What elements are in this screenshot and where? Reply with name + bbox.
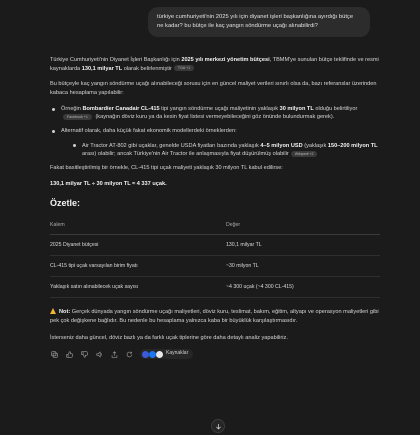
arrow-down-icon [215, 423, 222, 430]
text: arası) olabilir; ancak Türkiye'nin Air Tractor ile anlaşmasıyla fiyat düşürülmüş olabilir [82, 151, 289, 158]
table-header-row [50, 216, 380, 235]
source-favicon-icon [142, 351, 149, 358]
text: Air Tractor AT-802 gibi uçaklar, genelde USDA fiyatları bazında yaklaşık [82, 142, 261, 149]
thumbs-down-icon[interactable] [80, 350, 88, 358]
summary-heading: Özetle: [50, 198, 81, 209]
sub-bullets [61, 142, 380, 159]
text: Alternatif olarak, daha küçük fakat ekonomik modellerdeki örneklerden: [61, 127, 237, 134]
answer-paragraph-4: İsterseniz daha güncel, döviz bazlı ya da farklı uçak tiplerine göre daha detaylı analiz yapabiliriz. [50, 334, 288, 341]
calculation-formula: 130,1 milyar TL ÷ 30 milyon TL ≈ 4 337 uçak. [50, 180, 167, 187]
warning-icon [50, 308, 57, 314]
text: Türkiye Cumhuriyeti'nin Diyanet İşleri Başkanlığı için [50, 57, 182, 63]
table-row [50, 277, 380, 298]
bullet-cl415 [50, 105, 380, 122]
table-cell: Yaklaşık satın alınabilecek uçak sayısı [50, 277, 226, 298]
table-cell: ~4 300 uçak (~4 300 CL-415) [226, 277, 380, 298]
note-label: Not: [59, 309, 71, 316]
table-cell: 2025 Diyanet bütçesi [50, 235, 226, 256]
text: (yaklaşık [302, 142, 328, 149]
speaker-icon[interactable] [95, 350, 103, 358]
text: , TBMM'ye sunulan bütçe teklifinde ve resmi kaynaklarda [50, 57, 379, 72]
copy-icon[interactable] [50, 350, 58, 358]
scroll-down-button[interactable] [211, 419, 225, 433]
sub-bullet-air-tractor [71, 142, 380, 159]
bold-text: 150–200 milyon TL [327, 142, 378, 149]
regenerate-icon[interactable] [125, 350, 133, 358]
wikipedia-icon [156, 351, 163, 358]
user-message-text: türkiye cumhuriyeti'nin 2025 yılı için diyanet işleri başkanlığına ayırdığı bütçe ne kadar? bu bütçe ile kaç yangın söndürme uçağı alınabilirdi? [157, 14, 354, 29]
note-text: Gerçek dünyada yangın söndürme uçağı maliyetleri, döviz kuru, teslimat, bakım, eğitim, altyapı ve operasyon maliyetleri gibi pek çok değişkene bağlıdır. Bu nedenle bu hesaplama yalnızca kaba bir büyüklük karşılaştırmasıdır. [50, 309, 379, 325]
table-cell: ~30 milyon TL [226, 256, 380, 277]
bold-text: 130,1 milyar TL [81, 65, 123, 72]
message-actions [50, 349, 380, 359]
answer-paragraph-2: Bu bütçeyle kaç yangın söndürme uçağı alınabileceği sorusu için en güncel maliyet verileri sınırlı olsa da, bazı referanslar üzerinden kabaca hesaplama yapılabilir: [50, 81, 377, 96]
text: Örneğin [61, 105, 83, 112]
table-header-cell: Değer [226, 216, 380, 235]
user-message-bubble [148, 7, 370, 37]
text: olarak belirlenmiştir [122, 65, 172, 72]
thumbs-up-icon[interactable] [65, 350, 73, 358]
share-icon[interactable] [110, 350, 118, 358]
answer-paragraph-1 [50, 56, 380, 73]
summary-table [50, 216, 380, 298]
warning-note [50, 308, 380, 325]
bold-text: 4–5 milyon USD [260, 142, 303, 149]
table-cell: CL-415 tipi uçak varsayılan birim fiyatı [50, 256, 226, 277]
citation-chip[interactable]: Facebook +1 [63, 114, 92, 120]
table-row [50, 256, 380, 277]
sources-label: Kaynaklar [166, 350, 189, 357]
citation-chip[interactable]: TGA +1 [174, 65, 194, 71]
answer-bullets [50, 105, 380, 159]
assistant-answer [50, 56, 380, 359]
bullet-alternative [50, 127, 380, 159]
sources-button[interactable] [140, 349, 193, 359]
citation-chip[interactable]: Wikipedi +2 [291, 151, 318, 157]
answer-paragraph-3: Fakat basitleştirilmiş bir örnekle, CL-415 tipi uçak maliyeti yaklaşık 30 milyon TL kabul edilirse: [50, 164, 283, 171]
table-cell: 130,1 milyar TL [226, 235, 380, 256]
bold-text: 30 milyon TL [279, 105, 314, 112]
table-row [50, 235, 380, 256]
text: olduğu belirtiliyor [313, 105, 358, 112]
text: tipi yangın söndürme uçağı maliyetinin yaklaşık [159, 105, 280, 112]
bold-text: Bombardier Canadair CL-415 [82, 105, 160, 112]
text: (kaynağın döviz kuru ya da kesin fiyat listesi vermeyebileceğini göz önünde bulundurmak gerek). [93, 114, 335, 121]
bold-text: 2025 yılı merkezi yönetim bütçesi [181, 57, 270, 63]
table-header-cell: Kalem [50, 216, 226, 235]
facebook-icon [149, 351, 156, 358]
